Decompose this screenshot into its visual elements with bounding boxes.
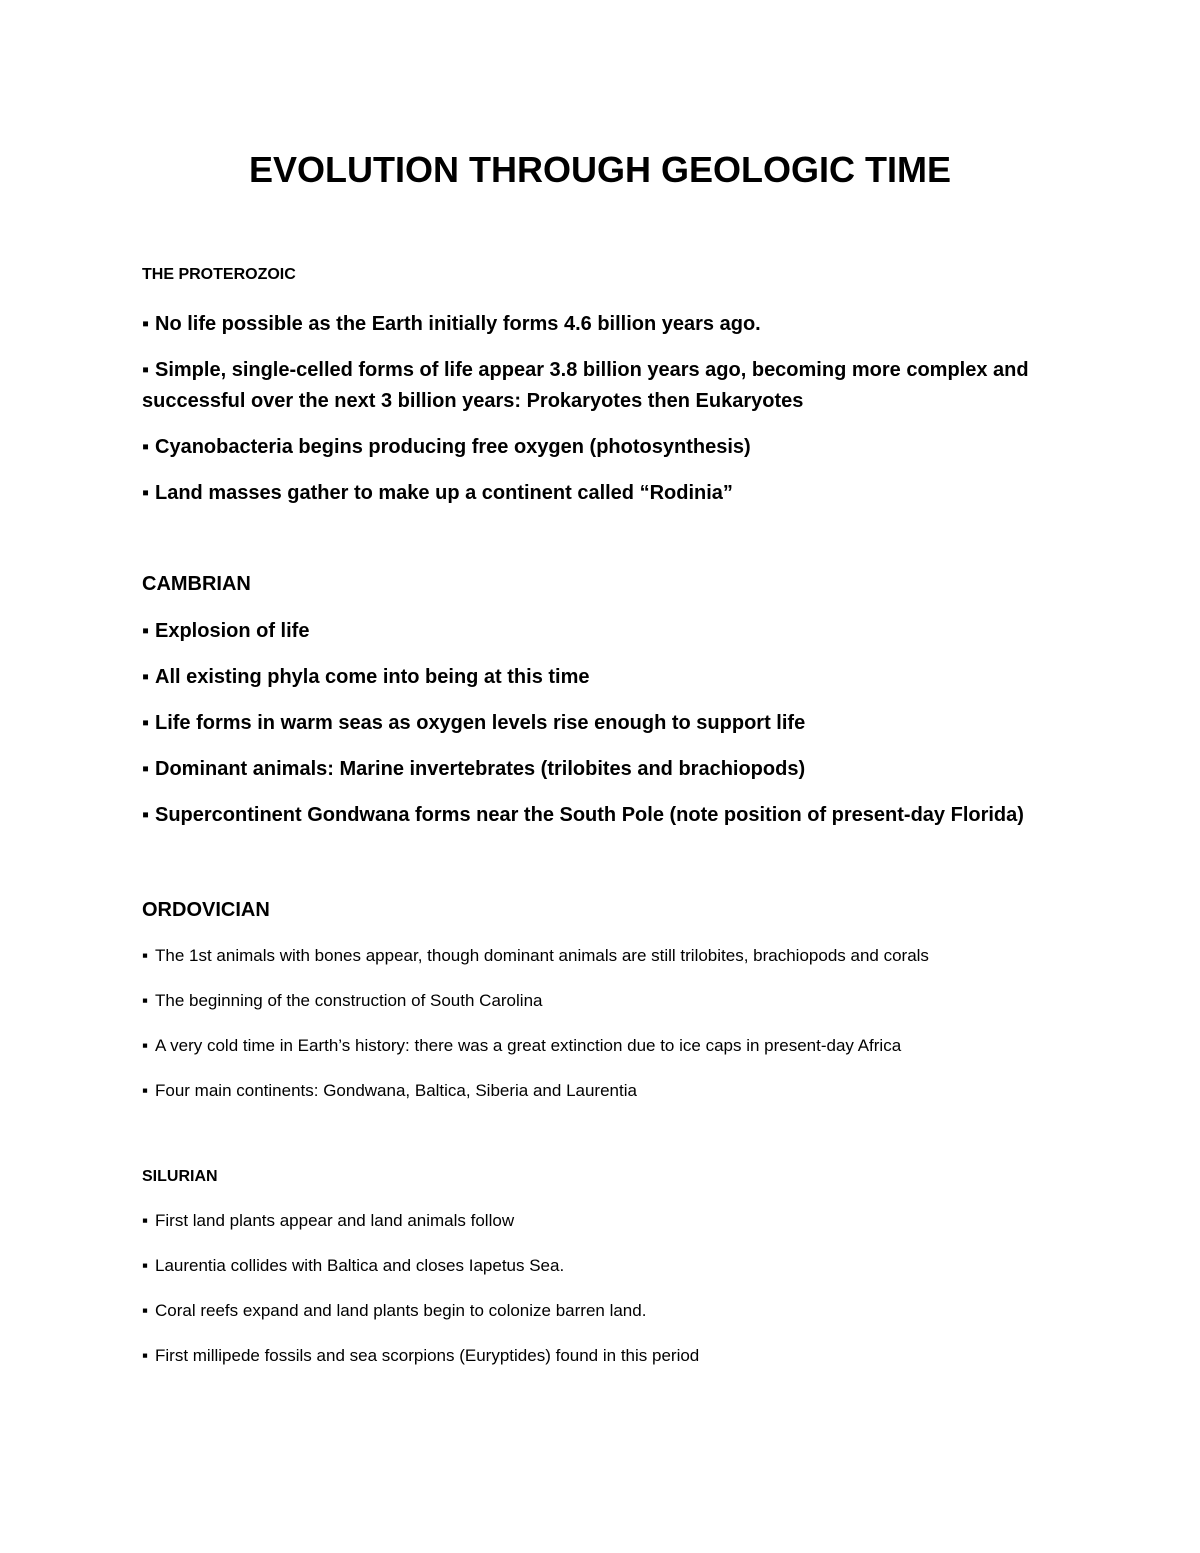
section-cambrian [142,571,1102,846]
list-item: ▪ Cyanobacteria begins producing free oxygen (photosynthesis) [142,432,1102,463]
bullet-icon: ▪ [142,482,150,504]
list-item: ▪ The 1st animals with bones appear, though dominant animals are still trilobites, brachiopods and corals [142,946,929,965]
section-ordovician [142,897,1102,1125]
bullet-icon: ▪ [142,758,150,780]
list-item: ▪ The beginning of the construction of South Carolina [142,991,543,1010]
bullet-icon: ▪ [142,1036,149,1055]
section-heading: CAMBRIAN [142,573,251,595]
section-proterozoic [142,264,1102,524]
list-item: ▪ Coral reefs expand and land plants begin to colonize barren land. [142,1301,647,1320]
list-item: ▪ First millipede fossils and sea scorpions (Euryptides) found in this period [142,1346,700,1365]
bullet-icon: ▪ [142,712,150,734]
list-item: ▪ Simple, single-celled forms of life appear 3.8 billion years ago, becoming more complex and successful over the next 3 billion years: Prokaryotes then Eukaryotes [142,355,1102,417]
list-item: ▪ Laurentia collides with Baltica and closes Iapetus Sea. [142,1256,565,1275]
bullet-icon: ▪ [142,991,149,1010]
bullet-icon: ▪ [142,359,150,381]
bullet-icon: ▪ [142,1256,149,1275]
bullet-icon: ▪ [142,436,150,458]
list-item: ▪ All existing phyla come into being at this time [142,662,1102,693]
list-item: ▪ No life possible as the Earth initially forms 4.6 billion years ago. [142,309,1102,340]
section-heading: THE PROTEROZOIC [142,266,296,283]
list-item: ▪ Supercontinent Gondwana forms near the South Pole (note position of present-day Florida) [142,800,1102,831]
bullet-icon: ▪ [142,1081,149,1100]
bullet-icon: ▪ [142,804,150,826]
bullet-icon: ▪ [142,620,150,642]
bullet-icon: ▪ [142,666,150,688]
bullet-icon: ▪ [142,1211,149,1230]
list-item: ▪ First land plants appear and land animals follow [142,1211,515,1230]
bullet-icon: ▪ [142,313,150,335]
list-item: ▪ A very cold time in Earth’s history: there was a great extinction due to ice caps in present-day Africa [142,1036,902,1055]
list-item: ▪ Land masses gather to make up a continent called “Rodinia” [142,478,1102,509]
list-item: ▪ Explosion of life [142,616,1102,647]
bullet-icon: ▪ [142,1301,149,1320]
list-item: ▪ Four main continents: Gondwana, Baltica, Siberia and Laurentia [142,1081,637,1100]
bullet-icon: ▪ [142,946,149,965]
section-silurian [142,1166,1102,1390]
list-item: ▪ Dominant animals: Marine invertebrates (trilobites and brachiopods) [142,754,1102,785]
list-item: ▪ Life forms in warm seas as oxygen levels rise enough to support life [142,708,1102,739]
page-title: EVOLUTION THROUGH GEOLOGIC TIME [249,149,951,190]
bullet-icon: ▪ [142,1346,149,1365]
section-heading: SILURIAN [142,1168,218,1185]
section-heading: ORDOVICIAN [142,899,270,921]
